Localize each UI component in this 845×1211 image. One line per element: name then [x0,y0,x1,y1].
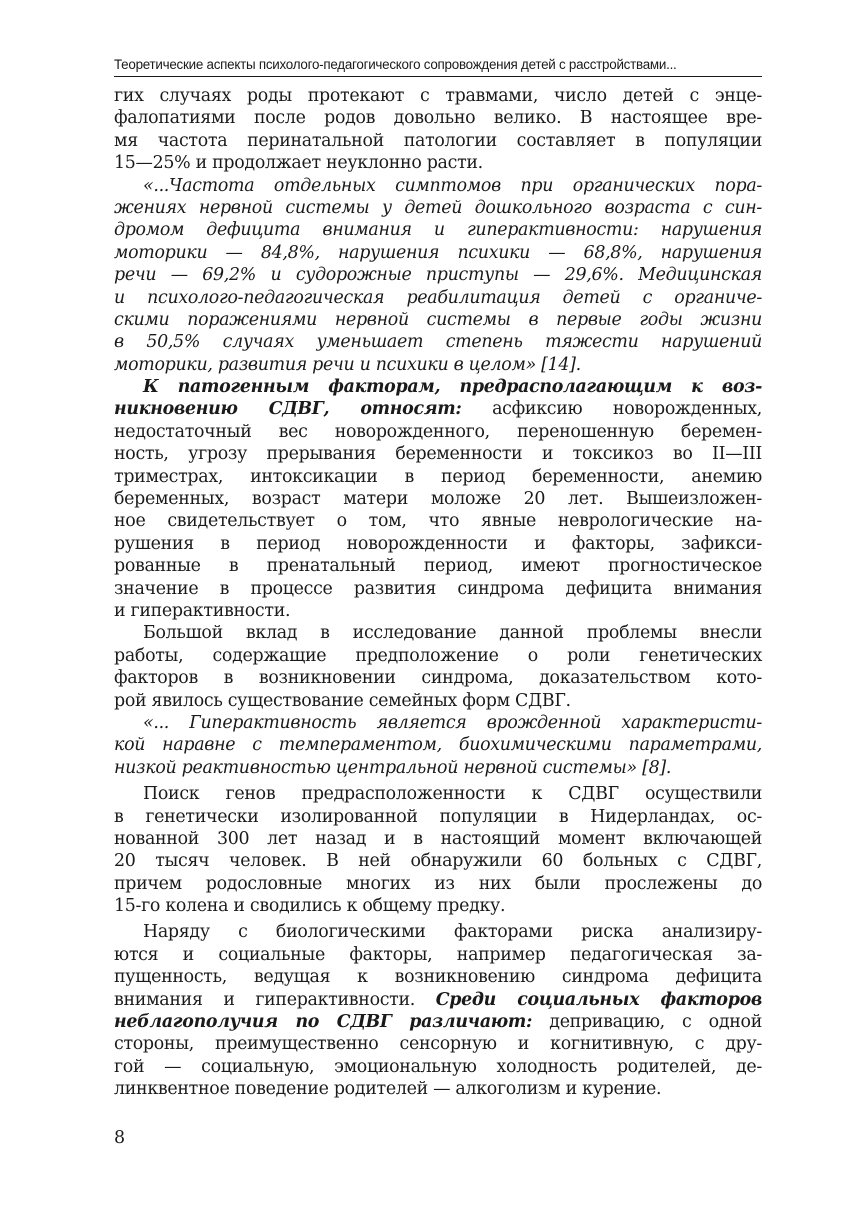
text-line: и психолого-педагогическая реабилитация детей с органиче- [114,287,762,308]
text-line: рушения в период новорожденности и факторы, зафикси- [114,533,762,554]
emphasis-text: никновению СДВГ, относят: [114,399,462,420]
text-line: моторики — 84,8%, нарушения психики — 68,8%, нарушения [114,242,762,263]
text-line: ное свидетельствует о том, что явные неврологические на- [114,511,762,532]
text-line: моторики, развития речи и психики в целом» [14]. [114,354,581,375]
text-line: в 50,5% случаях уменьшает степень тяжести нарушений [114,332,762,353]
text-line: мя частота перинатальной патологии составляет в популяции [114,130,762,151]
text-line: пущенность, ведущая к возникновению синдрома дефицита [114,967,762,988]
page-number: 8 [114,1128,126,1148]
text-line: 15—25% и продолжает неуклонно расти. [114,153,483,174]
header-rule [114,76,762,77]
emphasis-line: К патогенным факторам, предрасполагающим к воз- [143,377,762,398]
text-line: 20 тысяч человек. В ней обнаружили 60 больных с СДВГ, [114,851,762,872]
text-line: работы, содержащие предположение о роли генетических [114,645,762,666]
text-line: жениях нервной системы у детей дошкольного возраста с син- [114,197,762,218]
text-fragment: внимания и гиперактивности. [114,989,436,1010]
text-line: гой — социальную, эмоциональную холодность родителей, де- [114,1056,762,1077]
text-line: низкой реактивностью центральной нервной системы» [8]. [114,757,672,778]
text-line: 15-го колена и сводились к общему предку. [114,896,506,917]
text-line: факторов в возникновении синдрома, доказательством кото- [114,668,762,689]
text-line: беременных, возраст матери моложе 20 лет. Вышеизложен- [114,489,762,510]
text-line [114,398,762,420]
paragraph-pathogenic-factors [114,376,762,622]
emphasis-text: Среди социальных факторов [435,989,762,1010]
book-page [114,0,762,1211]
text-line: рой явилось существование семейных форм СДВГ. [114,690,571,711]
text-line: нованной 300 лет назад и в настоящий момент включающей [114,828,762,849]
text-line: ность, угрозу прерывания беременности и токсикоз во II—III [114,444,762,465]
text-line: гих случаях роды протекают с травмами, число детей с энце- [114,86,762,106]
text-line: причем родословные многих из них были прослежены до [114,873,762,894]
text-line [114,1011,762,1033]
paragraph-social-factors [114,921,762,1100]
text-line: Наряду с биологическими факторами риска анализиру- [143,922,762,943]
text-line: стороны, преимущественно сенсорную и когнитивную, с дру- [114,1034,762,1055]
text-line: значение в процессе развития синдрома дефицита внимания [114,578,762,599]
quote-paragraph-symptoms [114,175,762,377]
paragraph-1 [114,85,762,175]
text-line: «... Гиперактивность является врожденной характеристи- [143,712,762,733]
text-line: линквентное поведение родителей — алкоголизм и курение. [114,1079,662,1100]
paragraph-genetic-research [114,622,762,712]
text-line: кой наравне с темпераментом, биохимическими параметрами, [114,735,762,756]
text-line: Поиск генов предрасположенности к СДВГ осуществили [143,784,762,805]
body-text [114,85,762,1101]
emphasis-text: неблагополучия по СДВГ различают: [114,1012,533,1033]
text-fragment: депривацию, с одной [532,1012,762,1033]
text-line: Большой вклад в исследование данной проблемы внесли [143,623,762,644]
text-line: недостаточный вес новорожденного, переношенную беремен- [114,421,762,442]
text-line: ются и социальные факторы, например педагогическая за- [114,944,762,965]
text-line: дромом дефицита внимания и гиперактивности: нарушения [114,220,762,241]
running-header: Теоретические аспекты психолого-педагогического сопровождения детей с расстройствами... [114,57,677,72]
text-line [114,989,762,1011]
text-fragment: асфиксию новорожденных, [461,399,762,420]
text-line: рованные в пренатальный период, имеют прогностическое [114,556,762,577]
text-line: и гиперактивности. [114,600,291,621]
text-line: «...Частота отдельных симптомов при органических пора- [143,175,762,196]
quote-paragraph-hyperactivity [114,712,762,779]
text-line: скими поражениями нервной системы в первые годы жизни [114,309,762,330]
text-line: речи — 69,2% и судорожные приступы — 29,6%. Медицинская [114,265,762,286]
text-line: триместрах, интоксикации в период беременности, анемию [114,466,762,487]
text-line: фалопатиями после родов довольно велико. В настоящее вре- [114,108,762,129]
text-line: в генетически изолированной популяции в Нидерландах, ос- [114,806,762,827]
paragraph-gene-search [114,783,762,917]
